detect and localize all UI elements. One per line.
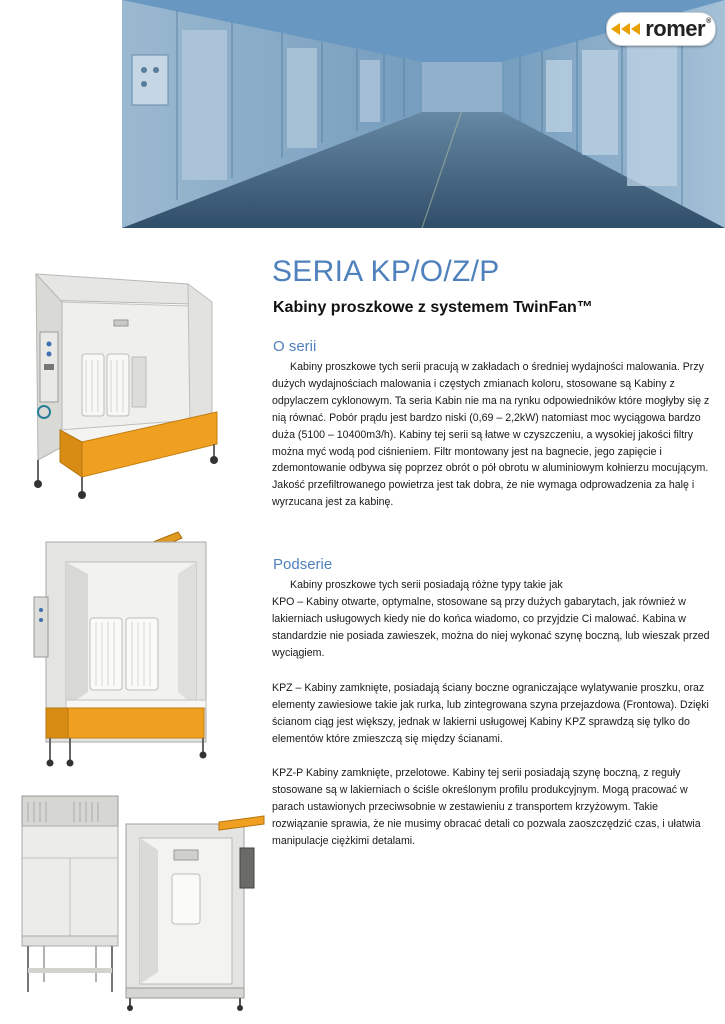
about-text: Kabiny proszkowe tych serii pracują w zakładach o średniej wydajności malowania. Przy dużych wydajnościach malowania i częstych zmianach koloru, stosowane są Kabiny z odpylaczem cyklonowym. Ta seria Kabin nie ma na rynku odpowiedników które mogłyby się z nią równać. Pobór prądu jest bardzo niski (0,69 – 2,2kW) natomiast moc wyciągowa bardzo duża (5100 – 10400m3/h). Kabiny tej serii są łatwe w czyszczeniu, a wysokiej jakości filtry można myć wodą pod ciśnieniem. Filtr montowany jest na bagnecie, jego zapięcie i zdemontowanie odbywa się poprzez obrót o pół obrotu w aluminiowym kołnierzu mocującym. Jakość przefiltrowanego powietrza jest tak dobra, że nie wymaga odprowadzenia za halę i wyrzucana jest za kabinę. xyxy=(272,361,710,509)
page-subtitle: Kabiny proszkowe z systemem TwinFan™ xyxy=(273,299,593,316)
page-title: SERIA KP/O/Z/P xyxy=(272,255,500,288)
photo-booth-kpo xyxy=(22,262,222,502)
photo-booth-kpz xyxy=(28,522,213,770)
photo-booth-kpzp xyxy=(14,792,266,1012)
kpz-paragraph xyxy=(272,680,712,748)
about-paragraph xyxy=(272,359,712,511)
section-heading-about: O serii xyxy=(273,338,317,355)
romer-logo-icon xyxy=(611,23,640,35)
subseries-paragraph xyxy=(272,577,712,662)
logo-text: romer xyxy=(645,16,706,41)
kpo-description: KPO – Kabiny otwarte, optymalne, stosowane są przy dużych gabarytach, jak również w lakierniach usługowych kiedy nie do końca wiadomo, co przyjdzie Ci malować. Kabina w standardzie nie posiada zawieszek, można do niej wykonać szynę boczną, lub wieszak przed wyciągiem. xyxy=(272,595,710,659)
logo-trademark: ® xyxy=(706,18,711,25)
kpz-description: KPZ – Kabiny zamknięte, posiadają ściany boczne ograniczające wylatywanie proszku, oraz elementy zawiesiowe takie jak rurka, lub zintegrowana szyna przejazdowa (Frontowa). Dzięki ścianom ciąg jest większy, jednak w lakierni usługowej Kabiny KPZ sprawdzą się tylko do elementów które zmieszczą się między ścianami. xyxy=(272,682,709,745)
section-heading-subseries: Podserie xyxy=(273,556,333,573)
romer-logo[interactable] xyxy=(606,12,716,46)
kpzp-paragraph xyxy=(272,765,712,850)
kpzp-description: KPZ-P Kabiny zamknięte, przelotowe. Kabiny tej serii posiadają szynę boczną, z reguły stosowane są w lakierniach o ściśle określonym profilu produkcyjnym. Mogą pracować w parach ustawionych przeciwsobnie w zestawieniu z transportem krzyżowym. Takie rozwiązanie sprawia, że nie musimy obracać detali co pozwala zaoszczędzić czas, i ułatwia manipulacje ciężkimi detalami. xyxy=(272,767,701,847)
subseries-intro-text: Kabiny proszkowe tych serii posiadają różne typy takie jak xyxy=(290,579,563,591)
